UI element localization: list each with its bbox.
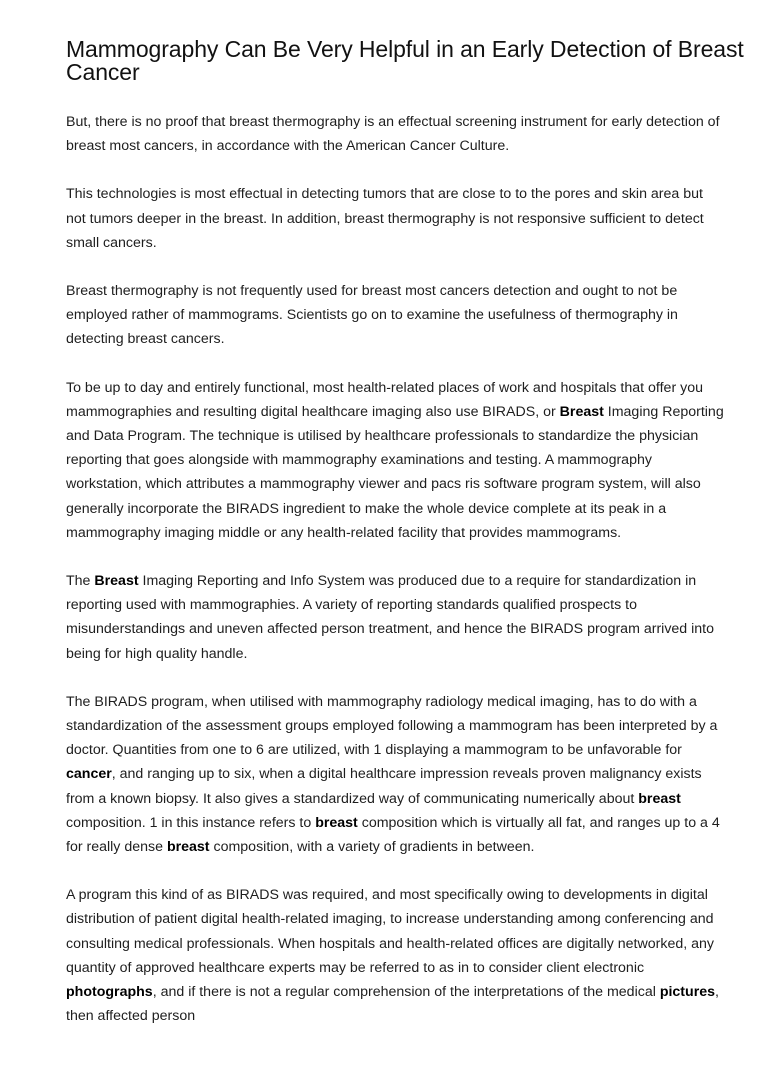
paragraph-text: A program this kind of as BIRADS was required, and most specifically owing to developments in digital distribution of patient digital health-related imaging, to increase understanding among conferencing and consulting medical professionals. When hospitals and health-related offices are digitally networked, any quantity of approved healthcare experts may be referred to as in to consider client electronic [66, 887, 714, 976]
paragraph-text: Breast thermography is not frequently used for breast most cancers detection and ought to not be employed rather of mammograms. Scientists go on to examine the usefulness of thermography in detecting breast cancers. [66, 283, 678, 348]
paragraph [66, 690, 726, 859]
keyword-bold: breast [638, 790, 681, 807]
keyword-bold: Breast [559, 403, 604, 420]
article-body [66, 110, 726, 1053]
paragraph [66, 376, 726, 545]
keyword-bold: breast [166, 839, 210, 856]
paragraph [66, 569, 726, 666]
paragraph-text: Imaging Reporting and Info System was produced due to a require for standardization in reporting used with mammographies. A variety of reporting standards qualified prospects to misunderstandings and uneven affected person treatment, and hence the BIRADS program arrived into being for high quality handle. [66, 573, 715, 662]
paragraph [66, 279, 726, 352]
paragraph-text: But, there is no proof that breast thermography is an effectual screening instrument for early detection of breast most cancers, in accordance with the American Cancer Culture. [66, 114, 720, 155]
paragraph-text: The BIRADS program, when utilised with mammography radiology medical imaging, has to do with a standardization of the assessment groups employed following a mammogram has been interpreted by a doctor. Quantities from one to 6 are utilized, with 1 displaying a mammogram to be unfavorable for [66, 693, 718, 759]
paragraph [66, 110, 726, 158]
keyword-bold: cancer [66, 766, 112, 783]
paragraph [66, 883, 726, 1028]
keyword-bold: Breast [94, 573, 139, 590]
keyword-bold: breast [315, 814, 358, 831]
paragraph-text: , then affected person [66, 984, 719, 1025]
paragraph-text: To be up to day and entirely functional, most health-related places of work and hospitals that offer you mammographies and resulting digital healthcare imaging also use BIRADS, or [66, 379, 703, 420]
paragraph-text: , and if there is not a regular comprehension of the interpretations of the medical [152, 984, 660, 1001]
paragraph-text: composition which is virtually all fat, and ranges up to a 4 for really dense [66, 814, 720, 856]
page-title: Mammography Can Be Very Helpful in an Early Detection of Breast Cancer [66, 36, 744, 85]
paragraph [66, 182, 726, 255]
paragraph-text: , and ranging up to six, when a digital healthcare impression reveals proven malignancy exists from a known biopsy. It also gives a standardized way of communicating numerically about [66, 766, 702, 807]
paragraph-text: composition, with a variety of gradients in between. [209, 839, 535, 856]
keyword-bold: pictures [659, 984, 716, 1001]
paragraph-text: This technologies is most effectual in detecting tumors that are close to to the pores and skin area but not tumors deeper in the breast. In addition, breast thermography is not responsive sufficient to detect small cancers. [66, 186, 704, 251]
paragraph-text: composition. 1 in this instance refers to [66, 814, 316, 831]
paragraph-text: Imaging Reporting and Data Program. The technique is utilised by healthcare professionals to standardize the physician reporting that goes alongside with mammography examinations and testing. A mammography workstation, which attributes a mammography viewer and pacs ris software program system, will also generally incorporate the BIRADS ingredient to make the whole device complete at its peak in a mammography imaging middle or any health-related facility that provides mammograms. [66, 403, 724, 541]
paragraph-text: The [66, 573, 95, 590]
keyword-bold: photographs [66, 984, 153, 1001]
